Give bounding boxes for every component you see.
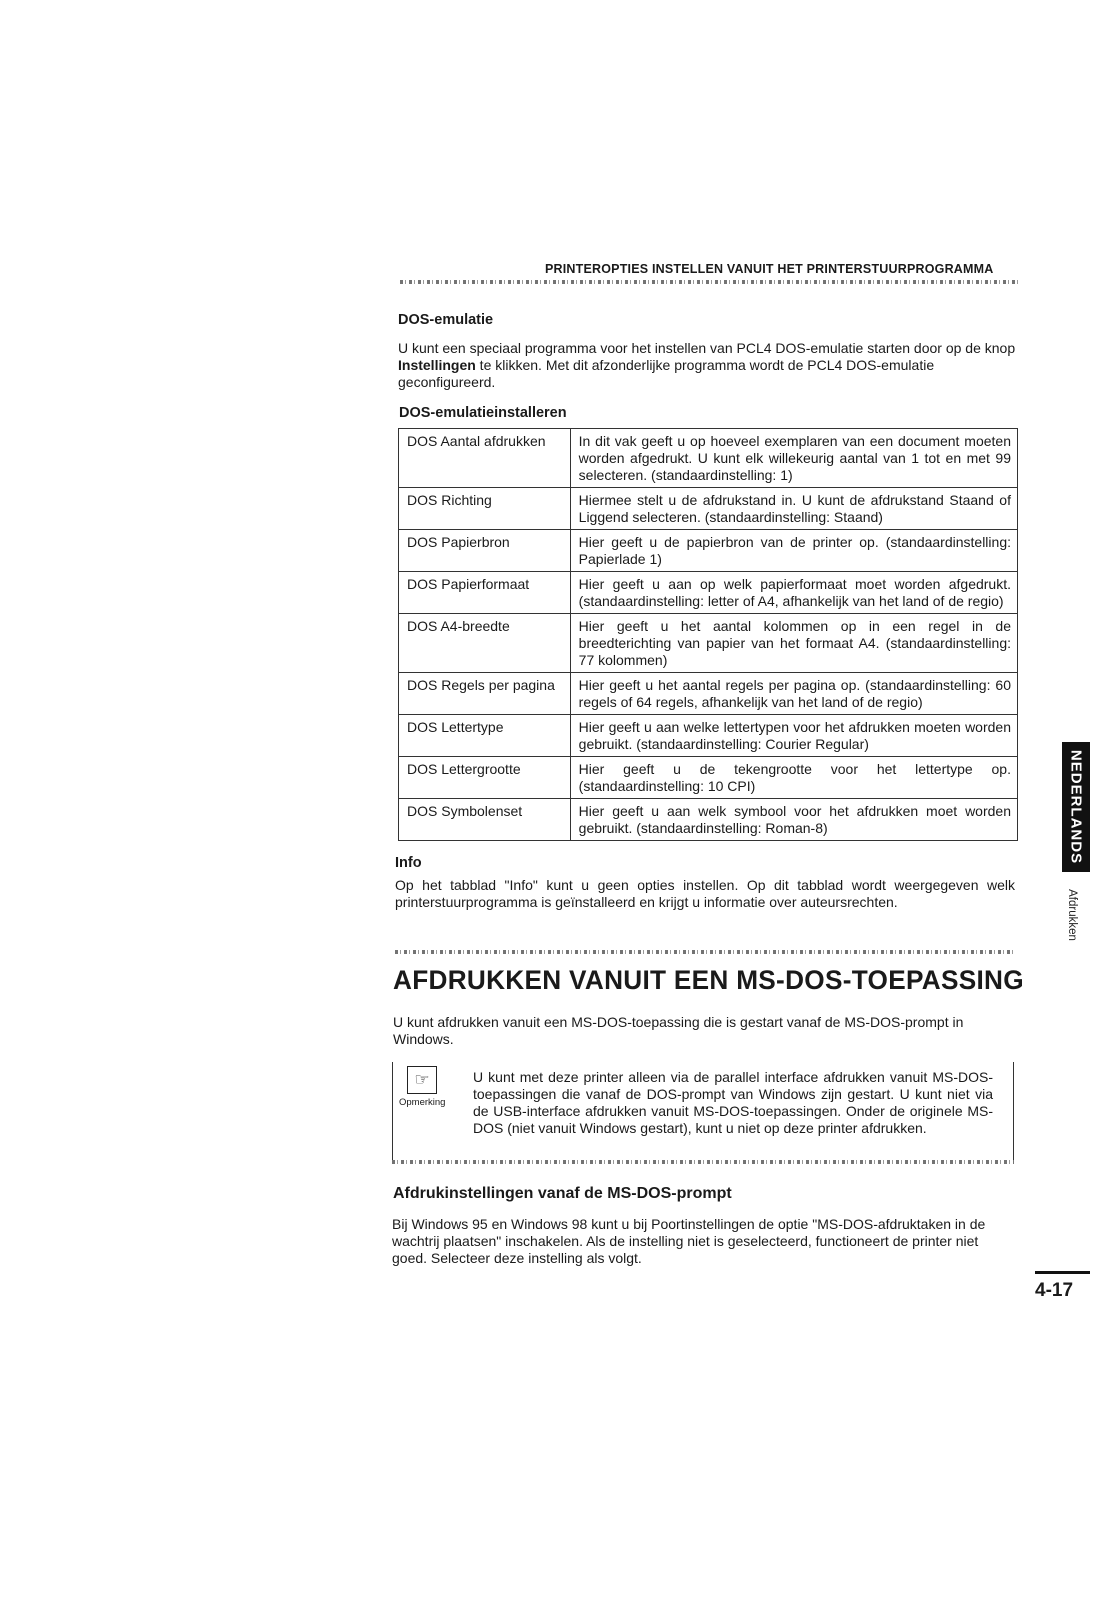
chapter-tab [1062, 880, 1082, 950]
setting-label: DOS Lettertype [399, 715, 571, 757]
header-rule [400, 280, 1020, 284]
language-tab-label: NEDERLANDS [1067, 749, 1085, 865]
setting-description: Hier geeft u het aantal kolommen op in een regel in de breedterichting van papier van het formaat A4. (standaardinstelling: 77 kolommen) [570, 614, 1017, 673]
section-title: AFDRUKKEN VANUIT EEN MS-DOS-TOEPASSING [393, 965, 1024, 995]
setting-description: Hier geeft u de tekengrootte voor het lettertype op. (standaardinstelling: 10 CPI) [570, 757, 1017, 799]
prompt-settings-heading: Afdrukinstellingen vanaf de MS-DOS-prompt [393, 1185, 732, 1202]
running-header: PRINTEROPTIES INSTELLEN VANUIT HET PRINTERSTUURPROGRAMMA [545, 262, 994, 276]
info-heading: Info [395, 855, 422, 871]
dos-settings-heading: DOS-emulatieinstalleren [399, 405, 567, 421]
settings-row [399, 799, 1018, 841]
settings-row [399, 757, 1018, 799]
note-caption: Opmerking [399, 1097, 446, 1108]
settings-row [399, 715, 1018, 757]
settings-row [399, 530, 1018, 572]
instellingen-keyword: Instellingen [398, 357, 476, 373]
settings-row [399, 488, 1018, 530]
setting-label: DOS Symbolenset [399, 799, 571, 841]
settings-row [399, 614, 1018, 673]
setting-description: Hier geeft u de papierbron van de printer op. (standaardinstelling: Papierlade 1) [570, 530, 1017, 572]
prompt-settings-paragraph: Bij Windows 95 en Windows 98 kunt u bij Poortinstellingen de optie "MS-DOS-afdruktaken in de wachtrij plaatsen" inschakelen. Als de instelling niet is geselecteerd, functioneert de printer niet goed. Selecteer deze instelling als volgt. [392, 1216, 986, 1266]
setting-label: DOS Lettergrootte [399, 757, 571, 799]
section-rule [395, 950, 1015, 954]
setting-description: Hiermee stelt u de afdrukstand in. U kunt de afdrukstand Staand of Liggend selecteren. (standaardinstelling: Staand) [570, 488, 1017, 530]
section-intro: U kunt afdrukken vanuit een MS-DOS-toepassing die is gestart vanaf de MS-DOS-prompt in Windows. [393, 1014, 964, 1047]
language-tab [1062, 742, 1090, 872]
settings-row [399, 572, 1018, 614]
setting-description: Hier geeft u aan welk symbool voor het afdrukken moet worden gebruikt. (standaardinstelling: Roman-8) [570, 799, 1017, 841]
dos-settings-table [398, 428, 1018, 841]
settings-row [399, 429, 1018, 488]
setting-label: DOS Papierformaat [399, 572, 571, 614]
setting-label: DOS Richting [399, 488, 571, 530]
note-text: U kunt met deze printer alleen via de parallel interface afdrukken vanuit MS-DOS-toepassingen die vanaf de DOS-prompt van Windows zijn gestart. U kunt niet via de USB-interface afdrukken vanuit MS-DOS-toepassingen. Onder de originele MS-DOS (niet vanuit Windows gestart), kunt u niet op deze printer afdrukken. [473, 1069, 993, 1136]
dos-emulatie-text-1: U kunt een speciaal programma voor het instellen van PCL4 DOS-emulatie starten door op de knop [398, 340, 1016, 356]
setting-description: Hier geeft u het aantal regels per pagina op. (standaardinstelling: 60 regels of 64 regels, afhankelijk van het land of de regio) [570, 673, 1017, 715]
note-bottom-rule [392, 1160, 1014, 1164]
info-paragraph: Op het tabblad "Info" kunt u geen opties instellen. Op dit tabblad wordt weergegeven welk printerstuurprogramma is geïnstalleerd en krijgt u informatie over auteursrechten. [395, 877, 1015, 910]
page-number: 4-17 [1035, 1280, 1074, 1301]
setting-label: DOS Regels per pagina [399, 673, 571, 715]
dos-emulatie-paragraph [398, 340, 1023, 391]
pointing-hand-icon: ☞ [407, 1066, 437, 1094]
setting-label: DOS A4-breedte [399, 614, 571, 673]
dos-emulatie-heading: DOS-emulatie [398, 312, 494, 328]
dos-emulatie-text-2: te klikken. Met dit afzonderlijke programma wordt de PCL4 DOS-emulatie geconfigureerd. [398, 357, 935, 390]
setting-label: DOS Aantal afdrukken [399, 429, 571, 488]
chapter-tab-label: Afdrukken [1066, 889, 1078, 941]
setting-label: DOS Papierbron [399, 530, 571, 572]
setting-description: Hier geeft u aan welke lettertypen voor het afdrukken moeten worden gebruikt. (standaardinstelling: Courier Regular) [570, 715, 1017, 757]
settings-row [399, 673, 1018, 715]
setting-description: Hier geeft u aan op welk papierformaat moet worden afgedrukt. (standaardinstelling: letter of A4, afhankelijk van het land of de regio) [570, 572, 1017, 614]
setting-description: In dit vak geeft u op hoeveel exemplaren van een document moeten worden afgedrukt. U kunt elk willekeurig aantal van 1 tot en met 99 selecteren. (standaardinstelling: 1) [570, 429, 1017, 488]
page-number-rule [1035, 1271, 1090, 1274]
